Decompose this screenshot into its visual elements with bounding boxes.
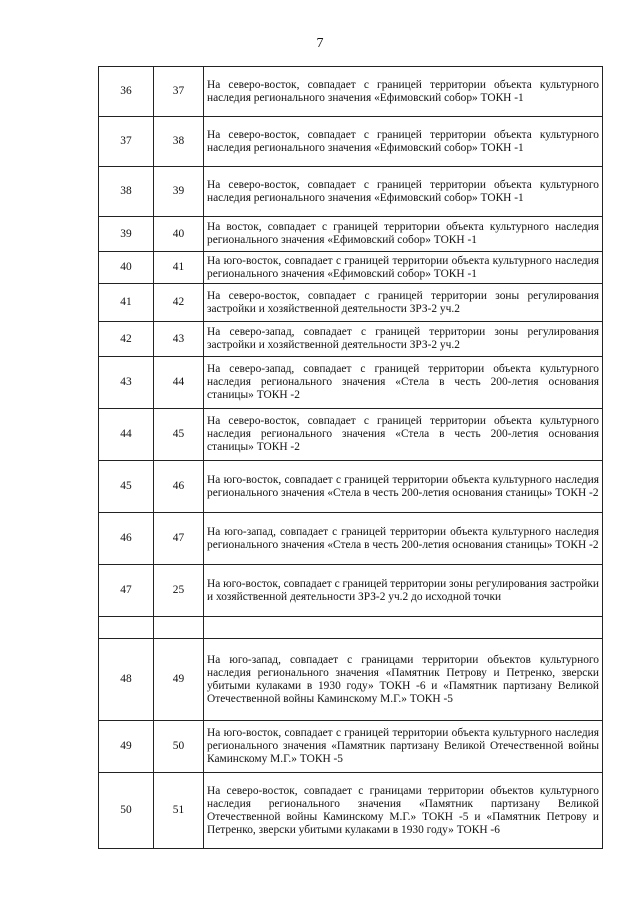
description-cell: На северо-восток, совпадает с границей территории объекта культурного наследия регионального значения «Стела в честь 200-летия основания станицы» ТОКН -2 xyxy=(204,409,603,461)
table-row xyxy=(99,565,603,617)
start-point-cell: 50 xyxy=(99,773,154,849)
end-point-cell: 51 xyxy=(154,773,204,849)
end-point-cell: 47 xyxy=(154,513,204,565)
table-row xyxy=(99,513,603,565)
start-point-cell: 49 xyxy=(99,721,154,773)
description-cell: На юго-запад, совпадает с границей территории объекта культурного наследия регионального значения «Стела в честь 200-летия основания станицы» ТОКН -2 xyxy=(204,513,603,565)
description-cell: На юго-восток, совпадает с границей территории объекта культурного наследия регионального значения «Ефимовский собор» ТОКН -1 xyxy=(204,252,603,284)
end-point-cell: 44 xyxy=(154,357,204,409)
end-point-cell: 38 xyxy=(154,117,204,167)
table-row xyxy=(99,284,603,322)
description-cell: На юго-восток, совпадает с границей территории зоны регулирования застройки и хозяйственной деятельности ЗРЗ-2 уч.2 до исходной точки xyxy=(204,565,603,617)
end-point-cell: 49 xyxy=(154,639,204,721)
description-cell: На юго-восток, совпадает с границей территории объекта культурного наследия регионального значения «Памятник партизану Великой Отечественной войны Каминскому М.Г.» ТОКН -5 xyxy=(204,721,603,773)
start-point-cell: 37 xyxy=(99,117,154,167)
table-row xyxy=(99,409,603,461)
description-cell: На северо-восток, совпадает с границами территории объектов культурного наследия регионального значения «Памятник партизану Великой Отечественной войны Каминскому М.Г.» ТОКН -5 и «Памятник Петрову и Петренко, зверски убитыми кулаками в 1930 году» ТОКН -6 xyxy=(204,773,603,849)
start-point-cell: 47 xyxy=(99,565,154,617)
start-point-cell: 40 xyxy=(99,252,154,284)
description-cell: На северо-восток, совпадает с границей территории зоны регулирования застройки и хозяйственной деятельности ЗРЗ-2 уч.2 xyxy=(204,284,603,322)
start-point-cell: 44 xyxy=(99,409,154,461)
description-cell: На северо-восток, совпадает с границей территории объекта культурного наследия регионального значения «Ефимовский собор» ТОКН -1 xyxy=(204,167,603,217)
start-point-cell: 43 xyxy=(99,357,154,409)
start-point-cell: 41 xyxy=(99,284,154,322)
table-row xyxy=(99,357,603,409)
page-number: 7 xyxy=(316,36,324,51)
end-point-cell: 25 xyxy=(154,565,204,617)
table-row xyxy=(99,617,603,639)
end-point-cell: 40 xyxy=(154,217,204,252)
description-cell: На юго-запад, совпадает с границами территории объектов культурного наследия регионального значения «Памятник Петрову и Петренко, зверски убитыми кулаками в 1930 году» ТОКН -6 и «Памятник партизану Великой Отечественной войны Каминскому М.Г.» ТОКН -5 xyxy=(204,639,603,721)
description-cell: На северо-запад, совпадает с границей территории объекта культурного наследия регионального значения «Стела в честь 200-летия основания станицы» ТОКН -2 xyxy=(204,357,603,409)
table-row xyxy=(99,67,603,117)
end-point-cell: 50 xyxy=(154,721,204,773)
table-row xyxy=(99,721,603,773)
end-point-cell: 37 xyxy=(154,67,204,117)
start-point-cell: 38 xyxy=(99,167,154,217)
table-row xyxy=(99,322,603,357)
start-point-cell: 39 xyxy=(99,217,154,252)
end-point-cell: 45 xyxy=(154,409,204,461)
description-cell: На юго-восток, совпадает с границей территории объекта культурного наследия регионального значения «Стела в честь 200-летия основания станицы» ТОКН -2 xyxy=(204,461,603,513)
end-point-cell: 46 xyxy=(154,461,204,513)
description-cell: На северо-восток, совпадает с границей территории объекта культурного наследия регионального значения «Ефимовский собор» ТОКН -1 xyxy=(204,117,603,167)
boundary-table xyxy=(98,66,603,849)
start-point-cell: 46 xyxy=(99,513,154,565)
start-point-cell xyxy=(99,617,154,639)
end-point-cell: 39 xyxy=(154,167,204,217)
description-cell: На северо-запад, совпадает с границей территории зоны регулирования застройки и хозяйственной деятельности ЗРЗ-2 уч.2 xyxy=(204,322,603,357)
table-row xyxy=(99,117,603,167)
end-point-cell xyxy=(154,617,204,639)
end-point-cell: 42 xyxy=(154,284,204,322)
boundary-table-body xyxy=(99,67,603,849)
start-point-cell: 45 xyxy=(99,461,154,513)
table-row xyxy=(99,461,603,513)
description-cell: На северо-восток, совпадает с границей территории объекта культурного наследия регионального значения «Ефимовский собор» ТОКН -1 xyxy=(204,67,603,117)
table-row xyxy=(99,639,603,721)
table-row xyxy=(99,167,603,217)
end-point-cell: 43 xyxy=(154,322,204,357)
description-cell: На восток, совпадает с границей территории объекта культурного наследия регионального значения «Ефимовский собор» ТОКН -1 xyxy=(204,217,603,252)
start-point-cell: 36 xyxy=(99,67,154,117)
start-point-cell: 42 xyxy=(99,322,154,357)
table-row xyxy=(99,773,603,849)
start-point-cell: 48 xyxy=(99,639,154,721)
table-row xyxy=(99,217,603,252)
table-row xyxy=(99,252,603,284)
end-point-cell: 41 xyxy=(154,252,204,284)
description-cell xyxy=(204,617,603,639)
